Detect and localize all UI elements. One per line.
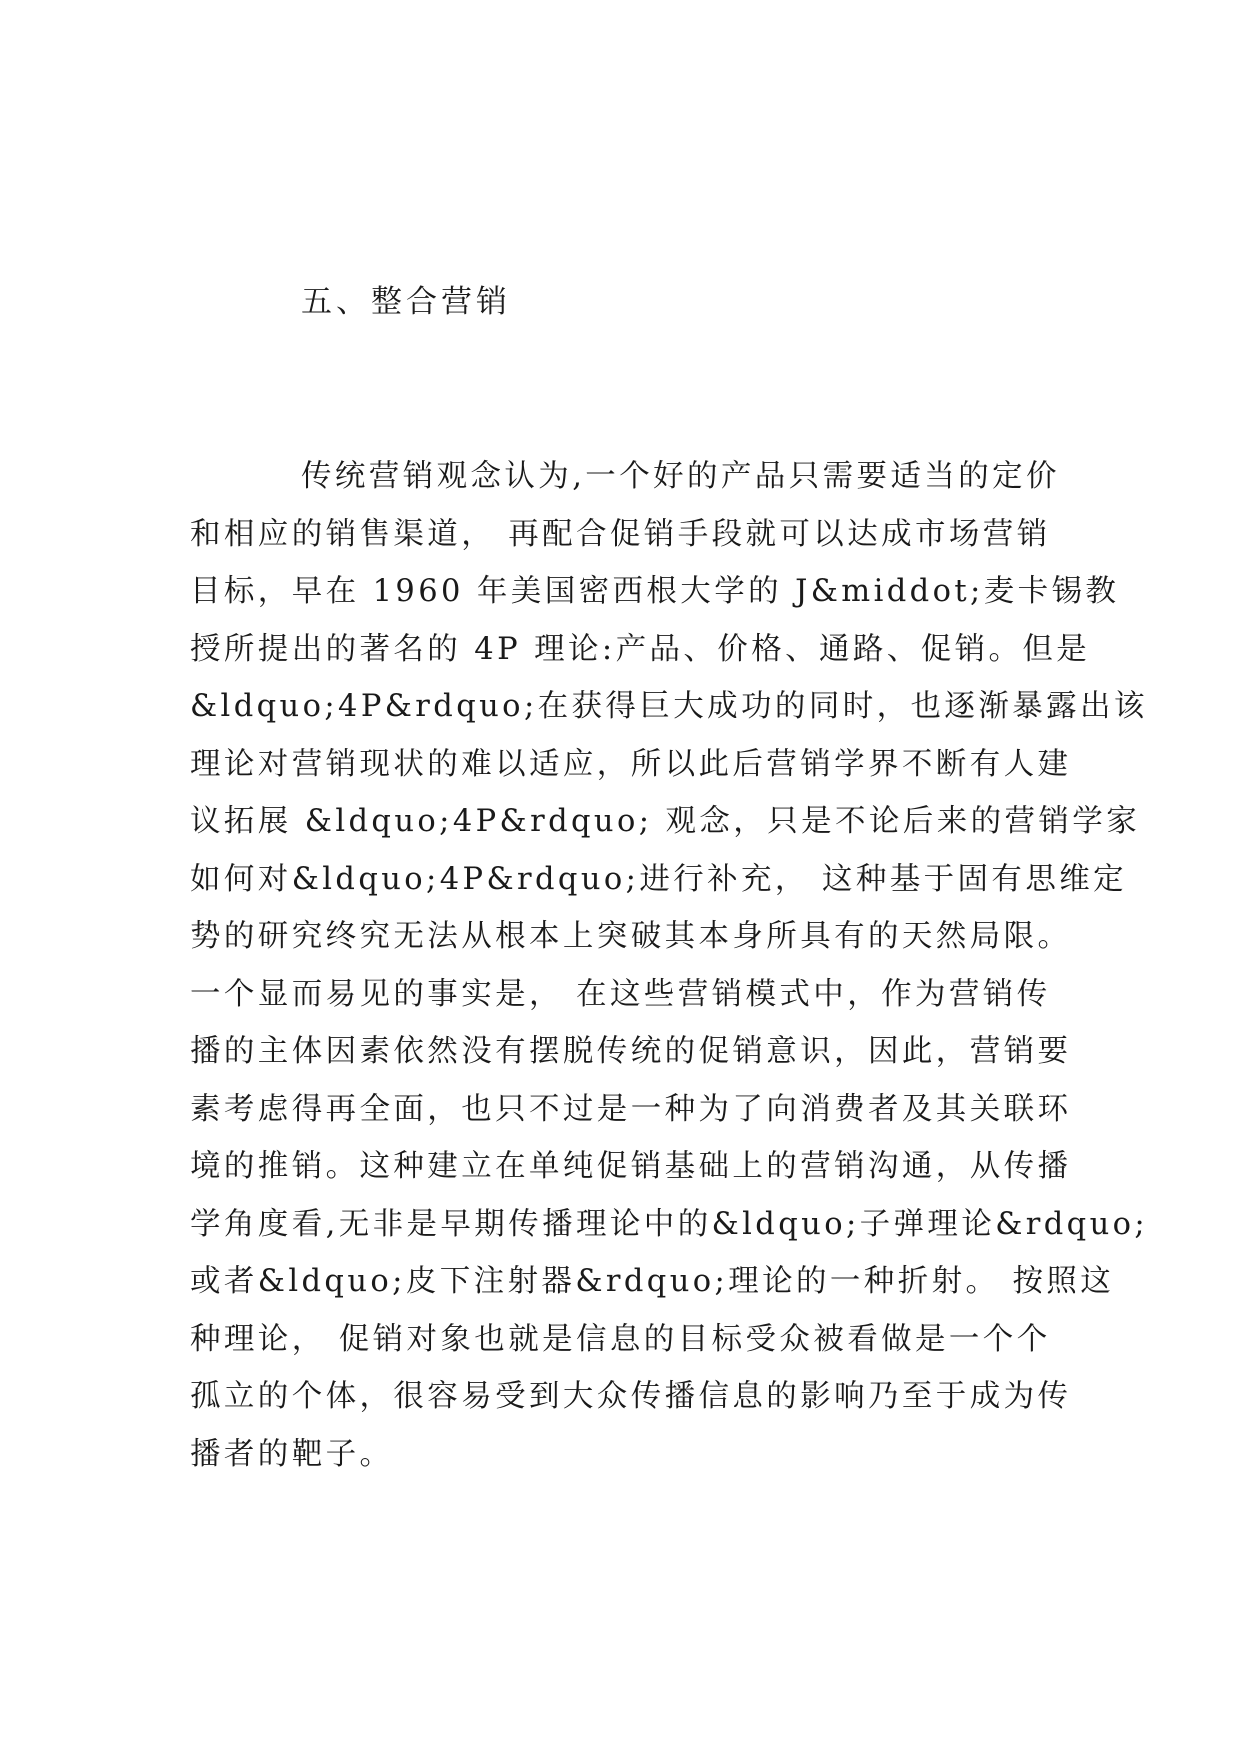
body-paragraph xyxy=(190,448,1149,1483)
paragraph-line: 播者的靶子。 xyxy=(190,1436,394,1472)
paragraph-line: 目标，早在 1960 年美国密西根大学的 J&middot;麦卡锡教 xyxy=(190,574,1120,609)
paragraph-line: 播的主体因素依然没有摆脱传统的促销意识，因此，营销要 xyxy=(190,1034,1072,1069)
paragraph-line: 境的推销。这种建立在单纯促销基础上的营销沟通，从传播 xyxy=(190,1149,1072,1184)
paragraph-line: 或者&ldquo;皮下注射器&rdquo;理论的一种折射。 按照这 xyxy=(190,1264,1115,1299)
paragraph-line: 传统营销观念认为,一个好的产品只需要适当的定价 xyxy=(301,459,1060,494)
paragraph-line: 学角度看,无非是早期传播理论中的&ldquo;子弹理论&rdquo; xyxy=(190,1206,1149,1242)
paragraph-line: 授所提出的著名的 4P 理论:产品、价格、通路、促销。但是 xyxy=(190,631,1091,667)
paragraph-line: 孤立的个体，很容易受到大众传播信息的影响乃至于成为传 xyxy=(190,1379,1072,1414)
paragraph-line: 素考虑得再全面，也只不过是一种为了向消费者及其关联环 xyxy=(190,1091,1072,1127)
section-heading: 五、整合营销 xyxy=(301,284,511,320)
paragraph-line: 如何对&ldquo;4P&rdquo;进行补充， 这种基于固有思维定 xyxy=(190,861,1128,897)
paragraph-line: 种理论， 促销对象也就是信息的目标受众被看做是一个个 xyxy=(190,1321,1051,1357)
paragraph-line: &ldquo;4P&rdquo;在获得巨大成功的同时，也逐渐暴露出该 xyxy=(190,689,1148,724)
paragraph-line: 势的研究终究无法从根本上突破其本身所具有的天然局限。 xyxy=(190,919,1072,954)
paragraph-line: 理论对营销现状的难以适应，所以此后营销学界不断有人建 xyxy=(190,746,1072,782)
paragraph-line: 议拓展 &ldquo;4P&rdquo; 观念，只是不论后来的营销学家 xyxy=(190,804,1141,839)
paragraph-line: 一个显而易见的事实是， 在这些营销模式中，作为营销传 xyxy=(190,976,1051,1012)
paragraph-line: 和相应的销售渠道， 再配合促销手段就可以达成市场营销 xyxy=(190,516,1051,552)
